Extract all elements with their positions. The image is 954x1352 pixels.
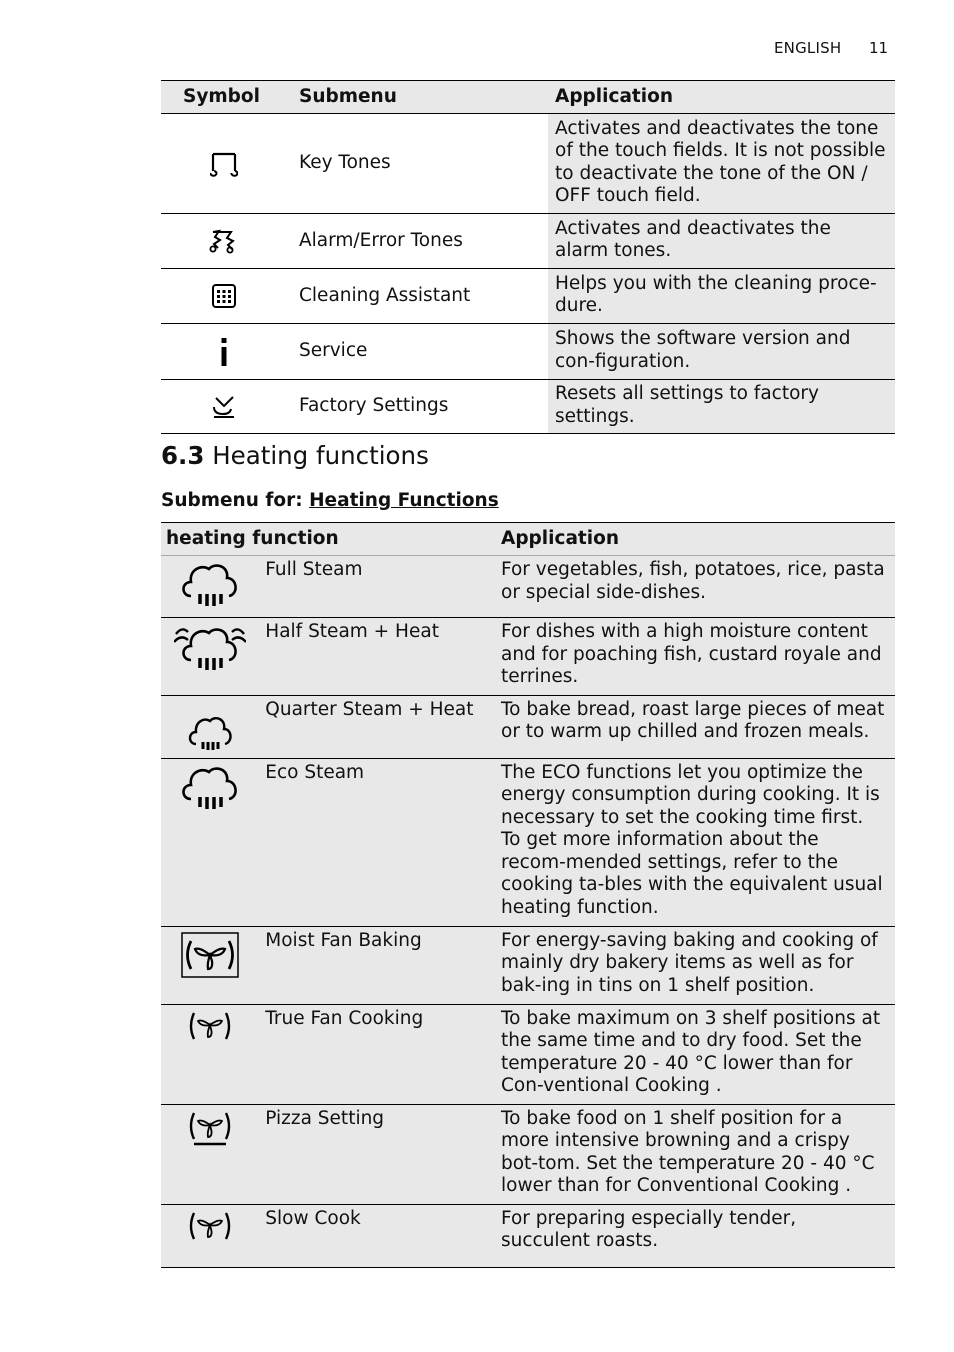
function-name: Quarter Steam + Heat [265,698,474,720]
section-number: 6.3 [161,441,205,470]
function-name: Eco Steam [265,761,365,783]
section-title [161,441,429,470]
submenu-label: Key Tones [299,152,391,174]
function-name: Slow Cook [265,1207,361,1229]
application-text: Activates and deactivates the alarm tones. [548,214,895,269]
function-name: True Fan Cooking [265,1007,424,1029]
alarm-tones-icon [161,214,287,269]
table-row [161,758,895,926]
application-text: The ECO functions let you optimize the energy consumption during cooking. It is necessary to set the cooking time first. To get more information about the recom-mended settings, refer to the cooking ta-bles with the equivalent usual heating function. [501,761,883,918]
header-language: ENGLISH [774,39,842,57]
function-name: Moist Fan Baking [265,929,422,951]
application-text: Activates and deactivates the tone of the touch fields. It is not possible to deactivate the tone of the ON / OFF touch field. [548,114,895,214]
table-row [161,1104,895,1204]
application-text: To bake maximum on 3 shelf positions at the same time and to dry food. Set the temperature 20 - 40 °C lower than for Con-ventional Cooking . [501,1007,881,1096]
info-icon [161,324,287,380]
submenu-label: Cleaning Assistant [299,284,471,306]
full-steam-icon [161,556,259,618]
application-text: For vegetables, fish, potatoes, rice, pasta or special side-dishes. [501,559,885,603]
table-row [161,695,895,758]
section-title-text: Heating functions [212,441,429,470]
true-fan-cooking-icon [161,1004,259,1104]
table-row [161,1004,895,1104]
submenu-label: Factory Settings [299,395,449,417]
function-name: Half Steam + Heat [265,621,439,642]
application-text: For preparing especially tender, succulent roasts. [501,1207,797,1251]
application-text: To bake food on 1 shelf position for a more intensive browning and a crispy bot-tom. Set the temperature 20 - 40 °C lower than for Conventional Cooking . [501,1107,875,1196]
submenu-line [161,490,499,511]
table-row [161,114,895,214]
application-text: Helps you with the cleaning proce-dure. [548,269,895,324]
cleaning-assistant-icon [161,269,287,324]
half-steam-heat-icon [161,618,259,696]
function-name: Pizza Setting [265,1107,385,1129]
application-text: Shows the software version and con-figuration. [548,324,895,380]
heating-functions-table [161,522,895,1268]
application-text: To bake bread, roast large pieces of meat or to warm up chilled and frozen meals. [501,698,885,742]
table-row [161,324,895,380]
application-text: For energy-saving baking and cooking of mainly dry bakery items as well as for bak-ing in tins on 1 shelf position. [501,929,878,996]
header-submenu: Submenu [299,85,397,107]
page-number: 11 [869,39,889,57]
pizza-setting-icon [161,1104,259,1204]
table-row [161,1204,895,1267]
submenu-label: Service [299,340,368,362]
application-text: For dishes with a high moisture content and for poaching fish, custard royale and terrines. [501,621,882,687]
moist-fan-baking-icon [161,926,259,1004]
table-row [161,556,895,618]
table-row [161,926,895,1004]
table-header-row [161,523,895,556]
slow-cook-icon [161,1204,259,1267]
table-row [161,380,895,434]
submenu-prefix: Submenu for: [161,490,303,511]
submenu-link[interactable]: Heating Functions [309,490,499,511]
function-name: Full Steam [265,559,363,580]
header-heating-function: heating function [161,523,494,556]
table-header-row [161,81,895,114]
key-tones-icon [161,114,287,214]
eco-steam-icon [161,758,259,926]
header-application: Application [555,85,674,107]
submenu-label: Alarm/Error Tones [299,229,463,251]
settings-table [161,80,895,434]
quarter-steam-heat-icon [161,695,259,758]
table-row [161,214,895,269]
table-row [161,618,895,696]
header-symbol: Symbol [183,85,260,107]
header-application: Application [494,523,895,556]
factory-settings-icon [161,380,287,434]
table-row [161,269,895,324]
application-text: Resets all settings to factory settings. [548,380,895,434]
